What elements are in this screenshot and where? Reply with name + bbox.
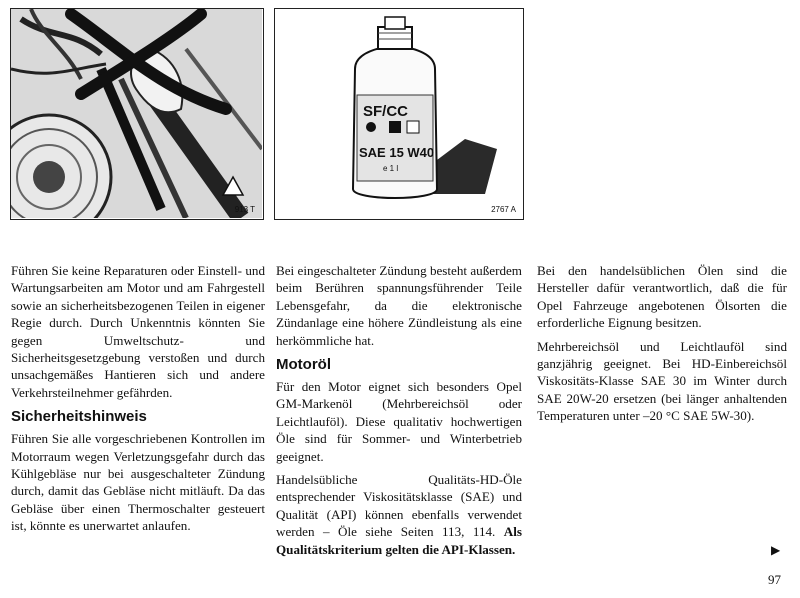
section-heading-safety: Sicherheitshinweis: [11, 408, 147, 426]
engine-compartment-figure: [10, 8, 264, 220]
paragraph: Führen Sie alle vorgeschriebenen Kontrollen im Motorraum wegen Verletzungsgefahr durch das Kühlgebläse nur bei ausgeschalteter Zündung durch, damit das Gebläse nicht mitläuft. Da das Gebläse über einen Thermoschalter gesteuert ist, könnte es unerwartet anlaufen.: [11, 431, 265, 534]
paragraph: [276, 471, 522, 558]
bottle-grade-label: SF/CC: [363, 103, 408, 120]
paragraph: Für den Motor eignet sich besonders Opel GM-Markenöl (Mehrbereichsöl oder Leichtlauföl). Diese qualitativ hochwertigen Öle sind für Sommer- und Winterbetrieb geeignet.: [276, 379, 522, 464]
paragraph-bold-text: Als Qualitätskriterium gelten die API-Klassen.: [276, 524, 522, 557]
figure-number: 2767 A: [491, 205, 516, 214]
text-column-1: [11, 262, 265, 541]
paragraph: Mehrbereichsöl und Leichtlauföl sind ganzjährig geeignet. Bei HD-Einbereichsöl Viskositäts-Klasse SAE 30 im Winter durch SAE 20W-20 ersetzen (bei länger anhaltenden Temperaturen unter –20 °C SAE 5W-30).: [537, 338, 787, 424]
section-heading-engine-oil: Motoröl: [276, 356, 331, 374]
engine-compartment-illustration: [11, 9, 262, 218]
oil-bottle-illustration: [275, 9, 522, 218]
page-number: 97: [768, 572, 781, 587]
bottle-viscosity-label: SAE 15 W40: [359, 145, 435, 160]
paragraph: Bei den handelsüblichen Ölen sind die Hersteller dafür verantwortlich, daß die für Opel Fahrzeuge angebotenen Ölsorten die erforderliche Eignung besitzen.: [537, 263, 787, 331]
bottle-volume-label: e 1 l: [383, 164, 399, 173]
paragraph-text: Handelsübliche Qualitäts-HD-Öle entsprechender Viskositätsklasse (SAE) und Qualität (API) können ebenfalls verwendet werden – Öle siehe Seiten 113, 114.: [276, 472, 522, 540]
text-column-3: [537, 262, 787, 431]
paragraph: Bei eingeschalteter Zündung besteht außerdem beim Berühren spannungsführender Teile Lebensgefahr, da die elektronische Zündanlage eine höhere Zündleistung als eine herkömmliche hat.: [276, 263, 522, 348]
oil-bottle-figure: [274, 8, 524, 220]
figure-number: 913 T: [234, 205, 255, 214]
continue-arrow-icon: ▶: [771, 543, 781, 557]
paragraph: Führen Sie keine Reparaturen oder Einstell- und Wartungsarbeiten am Motor und am Fahrgestell sowie an sicherheitsbezogenen Teilen in eigener Regie durch. Durch Unkenntnis könnten Sie gegen Umweltschutz- und Sicherheitsgesetzgebung verstoßen und durch unsachgemäßes Hantieren sich und andere Verkehrsteilnehmer gefährden.: [11, 263, 265, 400]
text-column-2: [276, 262, 522, 564]
